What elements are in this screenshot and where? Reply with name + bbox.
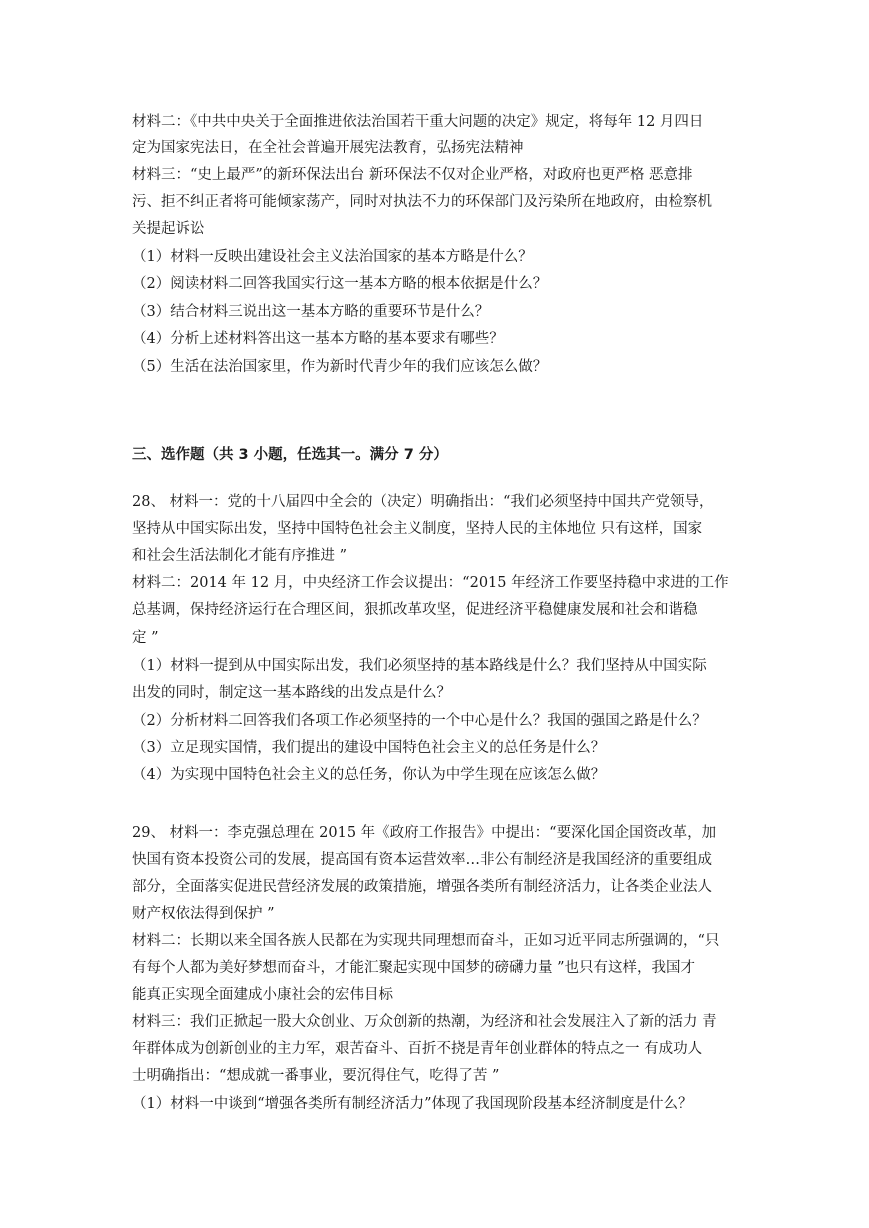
question-4: （4）分析上述材料答出这一基本方略的基本要求有哪些？ xyxy=(132,331,504,347)
material-three-line-1: 材料三：“史上最严”的新环保法出台 新环保法不仅对企业严格，对政府也更严格 恶意排 xyxy=(132,167,693,183)
question-1: （1）材料一反映出建设社会主义法治国家的基本方略是什么？ xyxy=(132,249,533,265)
q28-line-3: 和社会生活法制化才能有序推进 ” xyxy=(132,548,348,564)
q29-line-5: 材料二：长期以来全国各族人民都在为实现共同理想而奋斗，正如习近平同志所强调的，“只 xyxy=(132,933,720,949)
question-2: （2）阅读材料二回答我国实行这一基本方略的根本依据是什么？ xyxy=(132,276,548,292)
q29-line-4: 财产权依法得到保护 ” xyxy=(132,906,275,922)
q29-question-1: （1）材料一中谈到“增强各类所有制经济活力”体现了我国现阶段基本经济制度是什么？ xyxy=(132,1096,693,1112)
q28-line-2: 坚持从中国实际出发，坚持中国特色社会主义制度，坚持人民的主体地位 只有这样，国家 xyxy=(132,521,703,537)
q29-line-3: 部分，全面落实促进民营经济发展的政策措施，增强各类所有制经济活力，让各类企业法人 xyxy=(132,879,712,895)
q28-line-4: 材料二：2014 年 12 月，中央经济工作会议提出：“2015 年经济工作要坚持稳中求进的工作 xyxy=(132,575,729,591)
question-3: （3）结合材料三说出这一基本方略的重要环节是什么？ xyxy=(132,304,490,320)
material-three-line-3: 关提起诉讼 xyxy=(132,221,205,237)
q29-line-9: 年群体成为创新创业的主力军，艰苦奋斗、百折不挠是青年创业群体的特点之一 有成功人 xyxy=(132,1041,703,1057)
q28-question-1b: 出发的同时，制定这一基本路线的出发点是什么？ xyxy=(132,685,451,701)
material-two-line-2: 定为国家宪法日，在全社会普遍开展宪法教育，弘扬宪法精神 xyxy=(132,140,524,156)
q28-question-4: （4）为实现中国特色社会主义的总任务，你认为中学生现在应该怎么做？ xyxy=(132,767,606,783)
section-heading: 三、选作题（共 3 小题，任选其一。满分 7 分） xyxy=(132,447,448,463)
q29-line-2: 快国有资本投资公司的发展，提高国有资本运营效率…非公有制经济是我国经济的重要组成 xyxy=(132,852,712,868)
q28-line-1: 28、 材料一：党的十八届四中全会的（决定）明确指出：“我们必须坚持中国共产党领导， xyxy=(132,494,714,510)
q28-line-6: 定 ” xyxy=(132,630,159,646)
material-three-line-2: 污、拒不纠正者将可能倾家荡产，同时对执法不力的环保部门及污染所在地政府，由检察机 xyxy=(132,194,712,210)
question-5: （5）生活在法治国家里，作为新时代青少年的我们应该怎么做？ xyxy=(132,359,548,375)
q29-line-6: 有每个人都为美好梦想而奋斗，才能汇聚起实现中国梦的磅礴力量 ”也只有这样，我国才 xyxy=(132,960,696,976)
material-two-line-1: 材料二：《中共中央关于全面推进依法治国若干重大问题的决定》规定，将每年 12 月四日 xyxy=(132,114,704,130)
q28-line-5: 总基调，保持经济运行在合理区间，狠抓改革攻坚，促进经济平稳健康发展和社会和谐稳 xyxy=(132,602,698,618)
q29-line-1: 29、 材料一：李克强总理在 2015 年《政府工作报告》中提出：“要深化国企国资改革，加 xyxy=(132,825,717,841)
q29-line-10: 士明确指出：“想成就一番事业，要沉得住气，吃得了苦 ” xyxy=(132,1068,500,1084)
q29-line-7: 能真正实现全面建成小康社会的宏伟目标 xyxy=(132,987,393,1003)
q28-question-3: （3）立足现实国情，我们提出的建设中国特色社会主义的总任务是什么？ xyxy=(132,740,606,756)
q28-question-2: （2）分析材料二回答我们各项工作必须坚持的一个中心是什么？我国的强国之路是什么？ xyxy=(132,713,707,729)
q28-question-1a: （1）材料一提到从中国实际出发，我们必须坚持的基本路线是什么？我们坚持从中国实际 xyxy=(132,658,707,674)
q29-line-8: 材料三：我们正掀起一股大众创业、万众创新的热潮，为经济和社会发展注入了新的活力 青 xyxy=(132,1014,717,1030)
